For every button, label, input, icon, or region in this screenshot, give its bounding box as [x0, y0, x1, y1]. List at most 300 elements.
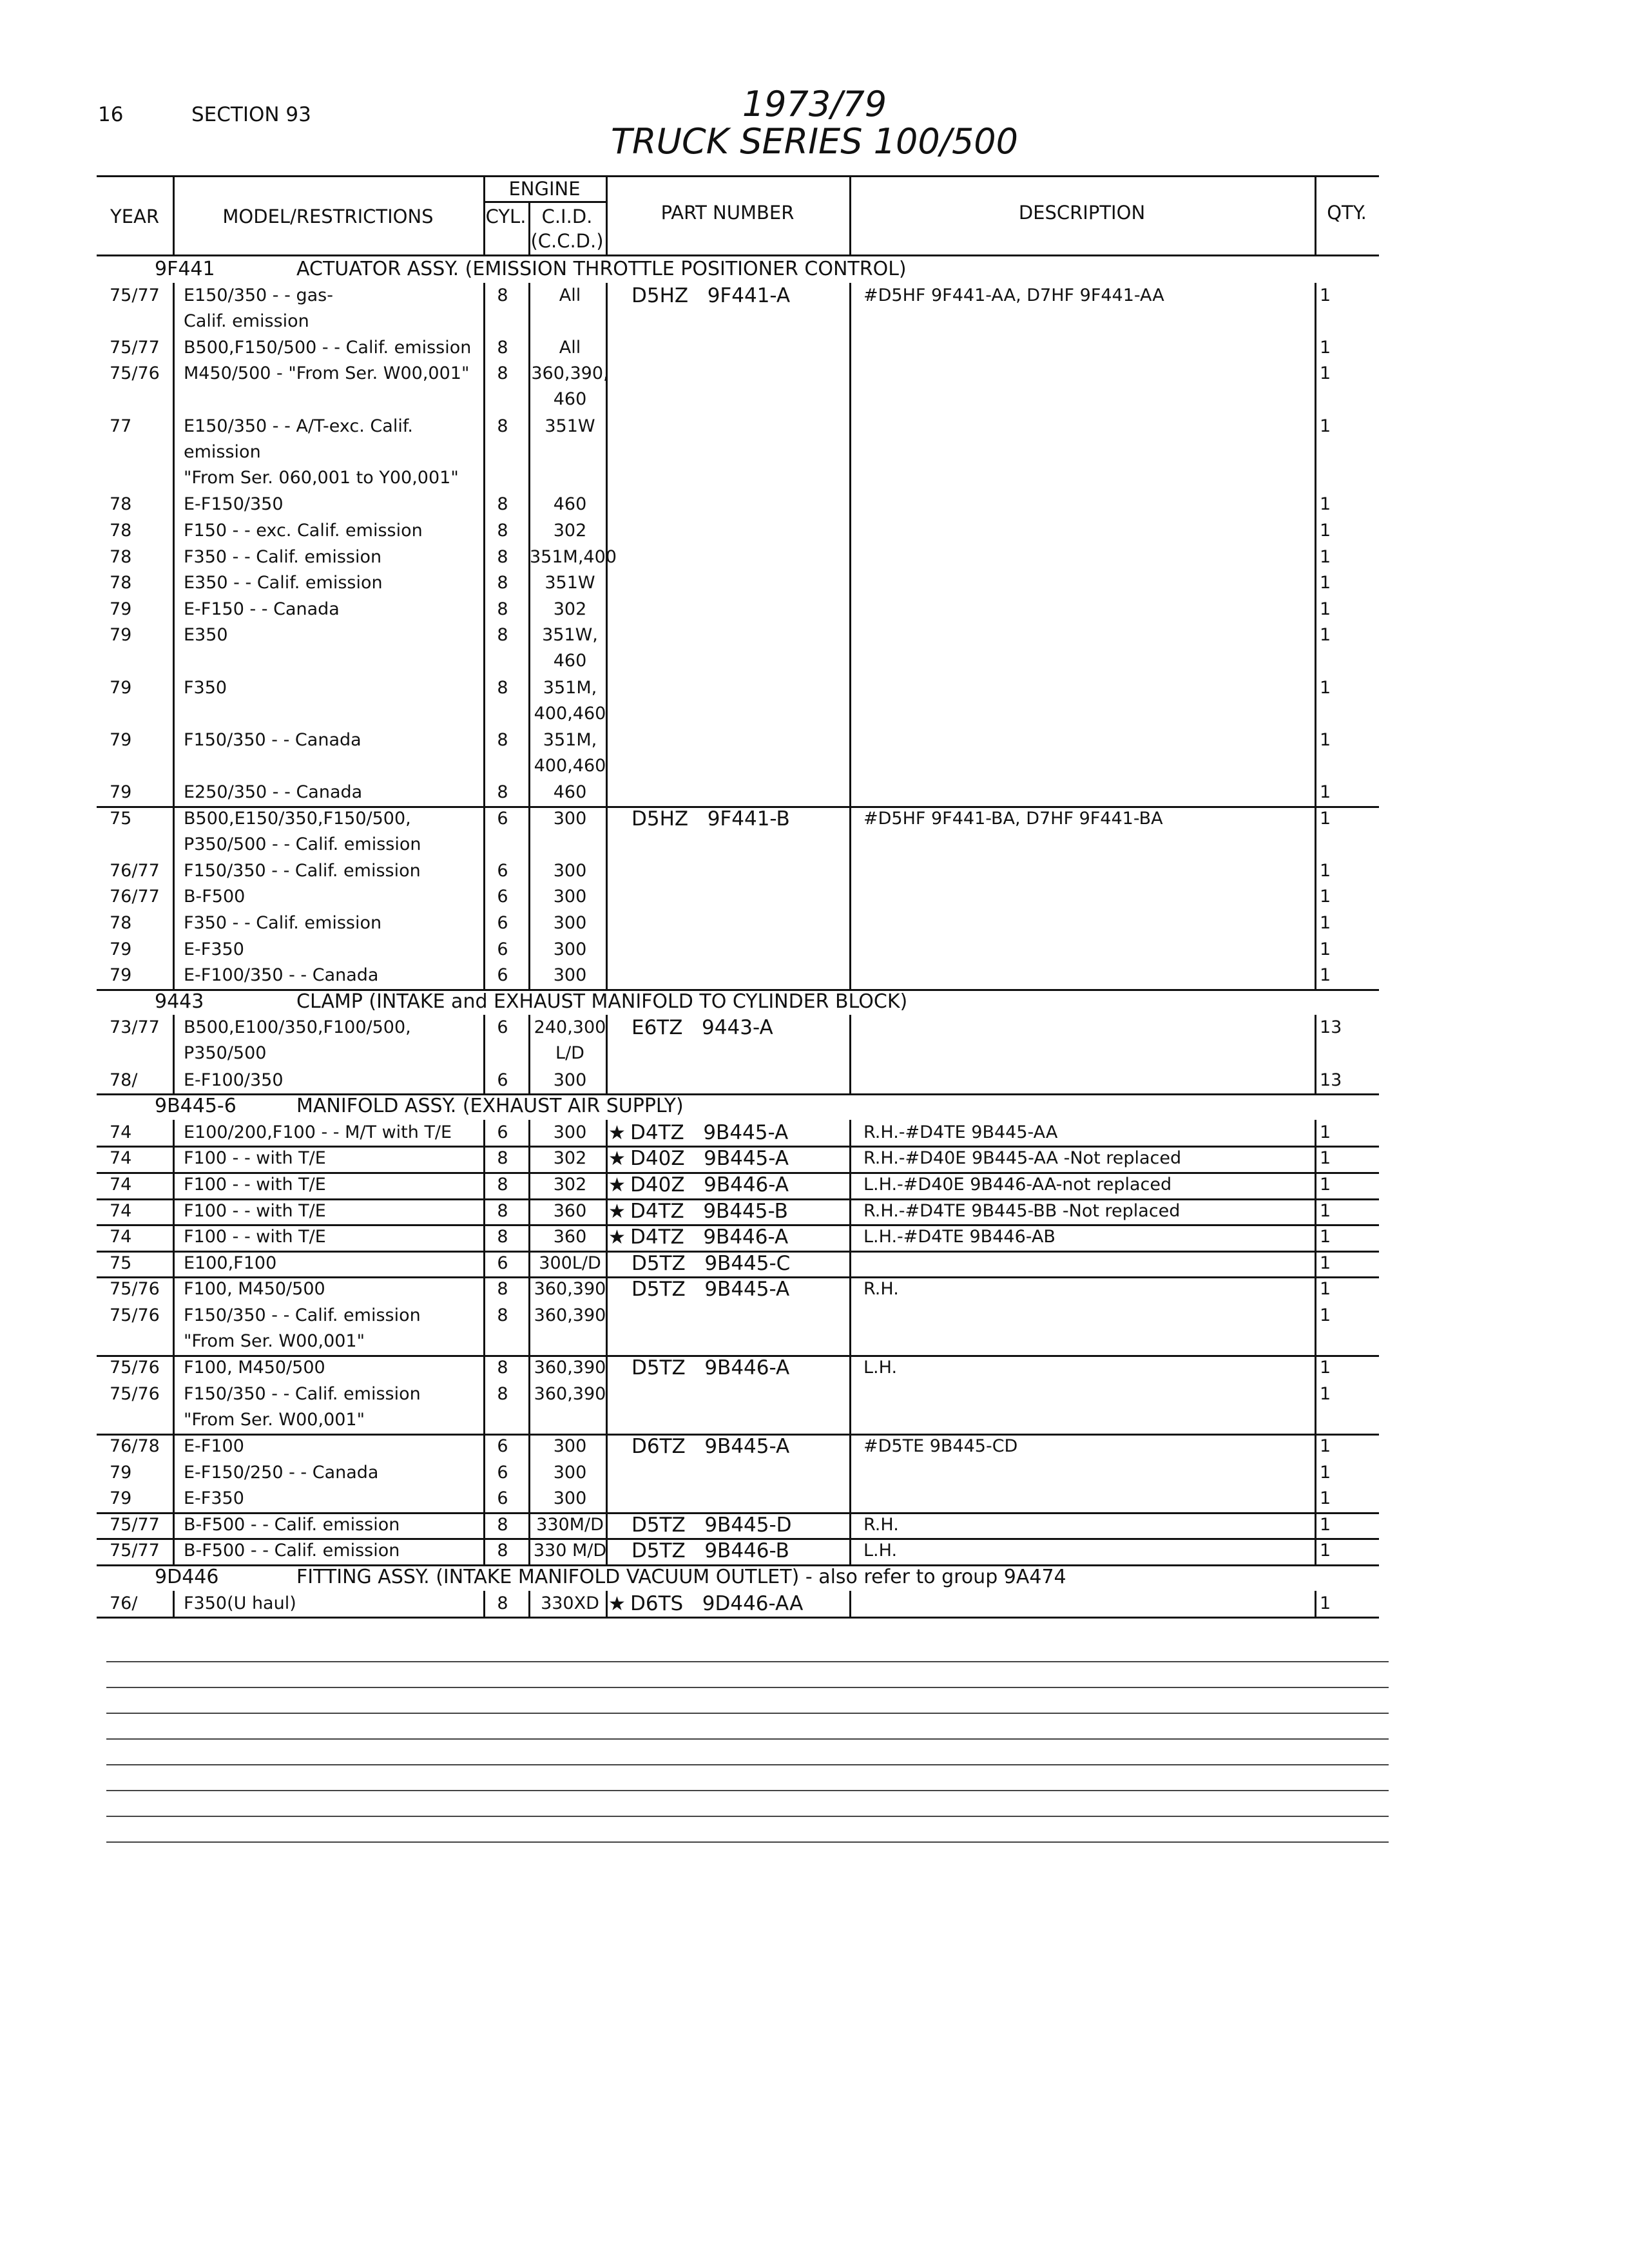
model-line: B-F500	[184, 887, 246, 907]
model-line: E350 - - Calif. emission	[184, 573, 383, 593]
part-number-text: D4TZ 9B446-A	[630, 1225, 789, 1249]
row-qty: 1	[1320, 1383, 1331, 1404]
part-number-text: D6TS 9D446-AA	[630, 1591, 804, 1615]
star-icon: ★	[608, 1121, 626, 1144]
cid-line: 360	[553, 1200, 587, 1221]
row-year: 78	[110, 546, 132, 567]
model-line: B-F500 - - Calif. emission	[184, 1514, 400, 1535]
row-year: 76/77	[110, 887, 160, 907]
table-row	[97, 727, 1379, 780]
row-cyl: 8	[497, 782, 508, 802]
cid-line: 302	[553, 1148, 587, 1169]
model-line: Calif. emission	[184, 311, 309, 331]
table-row	[97, 335, 1379, 361]
row-part-number	[631, 1015, 947, 1041]
row-description: R.H.	[863, 1514, 899, 1535]
row-cid	[530, 492, 610, 517]
row-cyl: 8	[497, 1175, 508, 1195]
cid-line: 300	[553, 1488, 587, 1509]
row-qty: 1	[1320, 521, 1331, 541]
cid-line: 300L/D	[539, 1253, 601, 1273]
model-line: E-F350	[184, 1488, 244, 1509]
table-row	[97, 1198, 1379, 1225]
row-cid	[530, 335, 610, 361]
row-cid	[530, 1591, 610, 1617]
row-qty: 1	[1320, 1200, 1331, 1221]
model-line: "From Ser. W00,001"	[184, 1409, 365, 1430]
row-cyl: 8	[497, 494, 508, 515]
row-qty: 1	[1320, 1279, 1331, 1300]
table-row	[97, 1172, 1379, 1198]
row-cyl: 6	[497, 808, 508, 829]
row-year: 75/76	[110, 1305, 160, 1325]
table-row	[97, 963, 1379, 989]
cid-line: 460	[553, 494, 587, 515]
row-qty: 1	[1320, 337, 1331, 358]
row-cyl: 8	[497, 1227, 508, 1247]
model-line: B500,E150/350,F150/500,	[184, 808, 411, 829]
cid-line: 302	[553, 1175, 587, 1195]
row-cid	[530, 1120, 610, 1146]
row-qty: 1	[1320, 363, 1331, 384]
model-line: "From Ser. W00,001"	[184, 1331, 365, 1351]
cid-line: 360,390	[534, 1383, 606, 1404]
part-number-text: D5TZ 9B445-A	[631, 1278, 790, 1302]
model-line: B-F500 - - Calif. emission	[184, 1541, 400, 1561]
row-cyl: 6	[497, 1070, 508, 1090]
row-cid	[530, 1198, 610, 1224]
row-year: 78	[110, 913, 132, 933]
row-cid	[530, 937, 610, 963]
row-qty: 1	[1320, 1305, 1331, 1325]
column-rule	[606, 283, 608, 989]
cid-line: 302	[553, 521, 587, 541]
row-year: 79	[110, 939, 132, 959]
row-year: 78/	[110, 1070, 138, 1090]
table-row	[97, 858, 1379, 885]
row-cid	[530, 727, 610, 779]
cid-line: 300	[553, 1462, 587, 1483]
part-number-text: E6TZ 9443-A	[631, 1016, 773, 1040]
row-year: 79	[110, 965, 132, 986]
table-row	[97, 1276, 1379, 1303]
row-qty: 1	[1320, 546, 1331, 567]
row-cyl: 6	[497, 913, 508, 933]
cid-line: 330XD	[541, 1593, 599, 1613]
table-row	[97, 1120, 1379, 1146]
table-row	[97, 1381, 1379, 1434]
row-qty: 1	[1320, 1593, 1331, 1613]
model-line: P350/500 - - Calif. emission	[184, 834, 421, 854]
table-row	[97, 544, 1379, 571]
group-number: 9D446	[155, 1566, 219, 1588]
row-separator	[97, 1251, 1379, 1253]
row-qty: 1	[1320, 599, 1331, 619]
cid-line: 400,460	[534, 703, 606, 724]
header-cyl: CYL.	[485, 206, 526, 227]
row-cyl: 8	[497, 1541, 508, 1561]
row-year: 75/76	[110, 1279, 160, 1300]
row-cid	[530, 884, 610, 910]
column-rule	[528, 1591, 530, 1617]
table-row	[97, 1538, 1379, 1564]
row-cyl: 8	[497, 625, 508, 646]
column-rule	[1315, 283, 1316, 989]
row-year: 74	[110, 1200, 132, 1221]
row-cyl: 6	[497, 860, 508, 881]
table-row	[97, 1355, 1379, 1381]
table-row	[97, 414, 1379, 492]
model-line: F350 - - Calif. emission	[184, 546, 382, 567]
row-year: 75/77	[110, 337, 160, 358]
row-qty: 1	[1320, 625, 1331, 646]
cid-line: 300	[553, 860, 587, 881]
row-cid	[530, 597, 610, 622]
row-cyl: 8	[497, 337, 508, 358]
row-cid	[530, 544, 617, 570]
row-cyl: 8	[497, 1200, 508, 1221]
part-number-text: D5TZ 9B446-B	[631, 1539, 789, 1563]
cid-line: 300	[553, 1070, 587, 1090]
table-row	[97, 675, 1379, 727]
row-cyl: 8	[497, 521, 508, 541]
row-qty: 1	[1320, 494, 1331, 515]
model-line: P350/500	[184, 1043, 267, 1064]
model-line: E-F100/350	[184, 1070, 284, 1090]
row-description: #D5HF 9F441-AA, D7HF 9F441-AA	[863, 285, 1164, 305]
row-cyl: 8	[497, 1358, 508, 1378]
row-cid	[530, 414, 610, 439]
row-qty: 1	[1320, 913, 1331, 933]
model-line: F100 - - with T/E	[184, 1175, 326, 1195]
model-line: E-F350	[184, 939, 244, 959]
row-cyl: 8	[497, 363, 508, 384]
model-line: E-F100/350 - - Canada	[184, 965, 379, 986]
row-qty: 1	[1320, 1122, 1331, 1142]
part-number-text: D4TZ 9B445-B	[630, 1199, 788, 1223]
row-year: 75/76	[110, 363, 160, 384]
row-year: 79	[110, 729, 132, 750]
group-name: MANIFOLD ASSY. (EXHAUST AIR SUPPLY)	[296, 1095, 684, 1118]
cid-line: 302	[553, 599, 587, 619]
row-description: L.H.	[863, 1358, 898, 1378]
page-number: 16	[98, 103, 124, 126]
table-row	[97, 806, 1379, 858]
row-qty: 1	[1320, 782, 1331, 802]
part-number-text: D5TZ 9B446-A	[631, 1356, 790, 1380]
row-year: 78	[110, 573, 132, 593]
row-cid	[530, 1146, 610, 1171]
row-cyl: 8	[497, 1383, 508, 1404]
cid-line: 360,390	[534, 1279, 606, 1300]
cid-line: 300	[553, 939, 587, 959]
row-cid	[530, 518, 610, 544]
row-description: R.H.-#D40E 9B445-AA -Not replaced	[863, 1148, 1182, 1169]
row-cid	[530, 1381, 610, 1407]
row-cid	[530, 1251, 610, 1276]
row-cid	[530, 1276, 610, 1302]
row-cyl: 8	[497, 599, 508, 619]
table-row	[97, 1303, 1379, 1355]
row-qty: 1	[1320, 1175, 1331, 1195]
model-line: M450/500 - "From Ser. W00,001"	[184, 363, 470, 384]
row-description: L.H.	[863, 1541, 898, 1561]
header-model: MODEL/RESTRICTIONS	[222, 206, 434, 227]
model-line: B500,E100/350,F100/500,	[184, 1017, 411, 1038]
column-rule	[483, 1591, 485, 1617]
cid-line: 330M/D	[536, 1514, 604, 1535]
column-rule	[483, 1015, 485, 1093]
table-row	[97, 937, 1379, 963]
row-qty: 1	[1320, 808, 1331, 829]
table-row	[97, 780, 1379, 806]
model-line: E100/200,F100 - - M/T with T/E	[184, 1122, 452, 1142]
cid-line: 351M,	[543, 729, 597, 750]
model-line: F150 - - exc. Calif. emission	[184, 521, 423, 541]
row-cid	[530, 622, 610, 674]
row-year: 75	[110, 1253, 132, 1273]
column-rule	[1315, 1120, 1316, 1564]
part-number-text: D5TZ 9B445-C	[631, 1251, 791, 1275]
row-separator	[97, 806, 1379, 808]
cid-line: 300	[553, 808, 587, 829]
title-years: 1973/79	[742, 84, 887, 124]
part-number-text: D5HZ 9F441-A	[631, 284, 791, 307]
section-label: SECTION 93	[191, 103, 311, 126]
row-qty: 1	[1320, 1488, 1331, 1509]
row-qty: 1	[1320, 1462, 1331, 1483]
row-year: 74	[110, 1148, 132, 1169]
row-cyl: 6	[497, 1122, 508, 1142]
row-separator	[97, 1512, 1379, 1514]
table-row	[97, 1015, 1379, 1067]
part-number-text: D5TZ 9B445-D	[631, 1513, 792, 1537]
row-year: 79	[110, 782, 132, 802]
row-year: 75/76	[110, 1383, 160, 1404]
part-number-text: D40Z 9B445-A	[630, 1147, 789, 1171]
column-rule	[173, 1591, 175, 1617]
cid-line: 300	[553, 1122, 587, 1142]
row-part-number	[608, 1591, 947, 1617]
row-qty: 1	[1320, 1253, 1331, 1273]
row-cid	[530, 1172, 610, 1198]
model-line: E100,F100	[184, 1253, 277, 1273]
model-line: emission	[184, 441, 261, 462]
cid-line: 351W,	[542, 625, 598, 646]
table-row	[97, 1591, 1379, 1617]
table-row	[97, 1251, 1379, 1277]
row-separator	[97, 1434, 1379, 1436]
column-rule	[849, 1015, 851, 1093]
row-description: L.H.-#D40E 9B446-AA-not replaced	[863, 1175, 1172, 1195]
row-qty: 1	[1320, 939, 1331, 959]
model-line: F150/350 - - Calif. emission	[184, 1305, 421, 1325]
part-number-text: D6TZ 9B445-A	[631, 1435, 790, 1458]
table-row	[97, 1146, 1379, 1172]
row-cid	[530, 1538, 610, 1564]
row-year: 78	[110, 521, 132, 541]
cid-line: 360	[553, 1227, 587, 1247]
row-cyl: 6	[497, 965, 508, 986]
group-name: CLAMP (INTAKE and EXHAUST MANIFOLD TO CYLINDER BLOCK)	[296, 990, 908, 1013]
model-line: F150/350 - - Calif. emission	[184, 860, 421, 881]
part-number-text: D4TZ 9B445-A	[630, 1120, 789, 1144]
row-separator	[97, 1198, 1379, 1200]
row-cid	[530, 1068, 610, 1093]
column-rule	[606, 1591, 608, 1617]
row-qty: 1	[1320, 1358, 1331, 1378]
row-cyl: 8	[497, 285, 508, 305]
row-cid	[530, 780, 610, 805]
cid-line: 240,300	[534, 1017, 606, 1038]
row-year: 75/77	[110, 1514, 160, 1535]
table-row	[97, 570, 1379, 597]
row-separator	[97, 1276, 1379, 1278]
row-year: 79	[110, 677, 132, 698]
row-cid	[530, 1434, 610, 1459]
model-line: E-F150/350	[184, 494, 284, 515]
row-year: 75/77	[110, 1541, 160, 1561]
row-year: 77	[110, 416, 132, 436]
row-cid	[530, 1015, 610, 1066]
cid-line: 351W	[545, 416, 595, 436]
row-year: 79	[110, 1462, 132, 1483]
column-rule	[1315, 1015, 1316, 1093]
column-rule	[173, 1120, 175, 1564]
cid-line: 330 M/D	[533, 1541, 607, 1561]
row-qty: 1	[1320, 965, 1331, 986]
row-qty: 1	[1320, 416, 1331, 436]
header-year: YEAR	[110, 206, 160, 227]
group-number: 9F441	[155, 258, 215, 280]
group-heading	[97, 1093, 1379, 1119]
star-icon: ★	[608, 1200, 626, 1223]
column-rule	[528, 1015, 530, 1093]
row-part-number	[631, 1251, 947, 1276]
table-row	[97, 1224, 1379, 1251]
column-rule	[528, 283, 530, 989]
row-cid	[530, 1224, 610, 1250]
table-row	[97, 1486, 1379, 1512]
row-cyl: 8	[497, 1279, 508, 1300]
row-qty: 1	[1320, 1514, 1331, 1535]
row-year: 76/77	[110, 860, 160, 881]
model-line: F100 - - with T/E	[184, 1148, 326, 1169]
row-qty: 1	[1320, 1227, 1331, 1247]
star-icon: ★	[608, 1174, 626, 1196]
row-qty: 13	[1320, 1017, 1342, 1038]
row-qty: 1	[1320, 285, 1331, 305]
row-year: 75/76	[110, 1358, 160, 1378]
group-number: 9B445-6	[155, 1095, 236, 1118]
row-cid	[530, 283, 610, 309]
cid-line: 351M,	[543, 677, 597, 698]
row-cid	[530, 361, 610, 412]
part-number-text: D40Z 9B446-A	[630, 1173, 789, 1196]
title-series: TRUCK SERIES 100/500	[610, 121, 1019, 162]
row-cid	[530, 963, 610, 988]
row-qty: 1	[1320, 1436, 1331, 1456]
cid-line: 300	[553, 887, 587, 907]
row-cyl: 8	[497, 573, 508, 593]
row-qty: 1	[1320, 677, 1331, 698]
row-cyl: 6	[497, 1253, 508, 1273]
cid-line: 300	[553, 965, 587, 986]
cid-line: All	[559, 285, 581, 305]
cid-line: All	[559, 337, 581, 358]
row-description: #D5HF 9F441-BA, D7HF 9F441-BA	[863, 808, 1163, 829]
table-row	[97, 518, 1379, 544]
row-description: #D5TE 9B445-CD	[863, 1436, 1018, 1456]
header-qty: QTY.	[1327, 202, 1367, 224]
column-rule	[1315, 1591, 1316, 1617]
row-year: 74	[110, 1122, 132, 1142]
group-name: ACTUATOR ASSY. (EMISSION THROTTLE POSITIONER CONTROL)	[296, 258, 907, 280]
column-rule	[606, 1015, 608, 1093]
column-rule	[849, 283, 851, 989]
row-qty: 1	[1320, 887, 1331, 907]
row-cid	[530, 570, 610, 596]
row-year: 74	[110, 1175, 132, 1195]
column-rule	[528, 1120, 530, 1564]
group-number: 9443	[155, 990, 204, 1013]
row-year: 75/77	[110, 285, 160, 305]
row-cid	[530, 1355, 610, 1381]
column-rule	[483, 283, 485, 989]
row-separator	[97, 1146, 1379, 1148]
model-line: F100, M450/500	[184, 1358, 325, 1378]
model-line: F350	[184, 677, 227, 698]
model-line: E-F150 - - Canada	[184, 599, 340, 619]
row-cid	[530, 910, 610, 936]
model-line: E150/350 - - gas-	[184, 285, 333, 305]
cid-line: 360,390,	[531, 363, 609, 384]
row-cyl: 8	[497, 546, 508, 567]
model-line: E-F150/250 - - Canada	[184, 1462, 379, 1483]
cid-line: 460	[553, 782, 587, 802]
row-cyl: 6	[497, 1436, 508, 1456]
table-row	[97, 622, 1379, 675]
row-qty: 1	[1320, 860, 1331, 881]
star-icon: ★	[608, 1592, 626, 1615]
model-line: F350(U haul)	[184, 1593, 296, 1613]
row-cyl: 8	[497, 416, 508, 436]
model-line: B500,F150/500 - - Calif. emission	[184, 337, 472, 358]
column-rule	[483, 1120, 485, 1564]
group-divider	[97, 1617, 1379, 1619]
group-heading	[97, 1564, 1379, 1590]
column-rule	[849, 1120, 851, 1564]
column-rule	[849, 1591, 851, 1617]
table-row	[97, 1512, 1379, 1539]
row-description: L.H.-#D4TE 9B446-AB	[863, 1227, 1055, 1247]
header-cid: C.I.D.	[541, 206, 593, 227]
row-cid	[530, 806, 610, 832]
table-row	[97, 884, 1379, 910]
row-cyl: 6	[497, 1462, 508, 1483]
row-cyl: 8	[497, 1148, 508, 1169]
column-rule	[606, 1120, 608, 1564]
cid-line: 351W	[545, 573, 595, 593]
row-separator	[97, 1172, 1379, 1174]
row-description: R.H.	[863, 1279, 899, 1300]
part-number-text: D5HZ 9F441-B	[631, 807, 790, 831]
table-row	[97, 1434, 1379, 1460]
row-cid	[530, 858, 610, 884]
row-cyl: 6	[497, 1017, 508, 1038]
row-qty: 1	[1320, 573, 1331, 593]
model-line: "From Ser. 060,001 to Y00,001"	[184, 467, 459, 488]
